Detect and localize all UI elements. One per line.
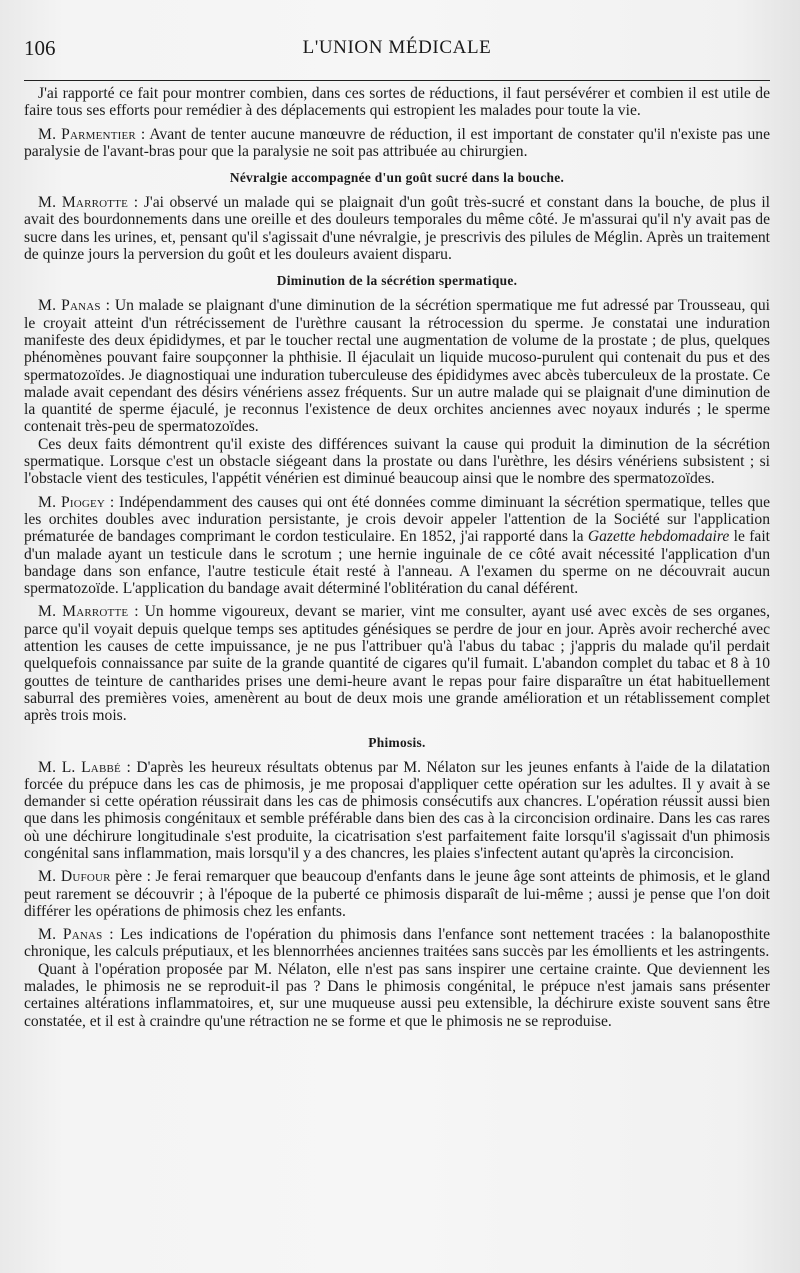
parmentier-paragraph — [24, 126, 770, 161]
article-body — [24, 85, 770, 1030]
panas2-paragraph — [24, 926, 770, 961]
intro-paragraph: J'ai rapporté ce fait pour montrer combien, dans ces sortes de réductions, il faut persévérer et combien il est utile de faire tous ses efforts pour remédier à des déplacements qui estropient les malades pour toute la vie. — [24, 85, 770, 120]
parmentier-text: Avant de tenter aucune manœuvre de réduction, il est important de constater qu'il n'existe pas une paralysie de l'avant-bras pour que la paralysie ne soit pas attribuée au chirurgien. — [24, 125, 771, 160]
page-header — [24, 30, 770, 58]
speaker-panas: M. Panas : — [38, 297, 111, 315]
dufour-text: Je ferai remarquer que beaucoup d'enfants dans le jeune âge sont atteints de phimosis, et le gland peut rarement se découvrir ; à l'époque de la puberté ce phimosis disparaît de lui-même ; aussi je pense que l'on doit différer les opérations de phimosis chez les enfants. — [24, 868, 770, 920]
marrotte2-paragraph — [24, 603, 770, 724]
section-heading-phimosis: Phimosis. — [368, 734, 426, 750]
speaker-marrotte: M. Marrotte : — [38, 194, 139, 212]
speaker-piogey: M. Piogey : — [38, 493, 115, 511]
speaker-parmentier: M. Parmentier : — [38, 125, 146, 143]
labbe-paragraph — [24, 759, 770, 863]
dufour-paragraph — [24, 868, 770, 920]
labbe-text: D'après les heureux résultats obtenus par M. Nélaton sur les jeunes enfants à l'aide de la dilatation forcée du prépuce dans les cas de phimosis, je me proposai d'appliquer cette opération sur les adultes. Il y avait à se demander si cette opération réussirait dans les cas de phimosis consécutifs aux chancres. L'opération réussit aussi bien que dans les phimosis congénitaux et semble préférable dans bien des cas à la circoncision ordinaire. Dans les cas rares où une déchirure longitudinale s'est produite, la cicatrisation s'est parfaitement faite lorsqu'il s'agissait d'un phimosis congénital sans inflammation, mais lorsqu'il y a des chancres, les plaies s'infectent autant qu'après la circoncision. — [24, 758, 770, 862]
piogey-text-2: le fait d'un malade ayant un testicule dans le scrotum ; une hernie inguinale de ce côté avait nécessité l'application d'un bandage dans son enfance, l'autre testicule était resté à l'anneau. A l'examen du sperme on ne découvrait aucun spermatozoïde. L'application du bandage avait déterminé l'oblitération du canal déférent. — [24, 528, 770, 598]
speaker-marrotte-2: M. Marrotte : — [38, 603, 139, 621]
piogey-text-1: Indépendamment des causes qui ont été données comme diminuant la sécrétion spermatique, telles que les orchites doubles avec induration persistante, je crois devoir appeler l'attention de la Société sur l'application prématurée de bandages comprimant le cordon testiculaire. En 1852, j'ai rapporté dans la — [24, 493, 770, 546]
header-rule — [24, 80, 770, 81]
marrotte1-paragraph — [24, 194, 770, 263]
section-heading-nevralgie: Névralgie accompagnée d'un goût sucré dans la bouche. — [229, 170, 565, 186]
piogey-paragraph — [24, 494, 770, 598]
speaker-labbe: M. L. Labbé : — [38, 758, 132, 776]
marrotte2-text: Un homme vigoureux, devant se marier, vint me consulter, ayant usé avec excès de ses organes, parce qu'il voyait depuis quelque temps ses aptitudes génésiques se perdre de jour en jour. Après avoir recherché avec attention les causes de cette impuissance, je ne pus l'attribuer qu'à l'abus du tabac ; j'appris du malade qu'il perdait quelquefois connaissance par suite de la grande quantité de cigares qu'il fumait. L'abandon complet du tabac et 8 à 10 gouttes de teinture de cantharides prises une demi-heure avant le repas pour faire disparaître un état habituellement saburral des premières voies, amenèrent au bout de deux mois une grande amélioration et un rétablissement complet après trois mois. — [24, 603, 770, 725]
journal-title: Gazette hebdomadaire — [587, 528, 730, 546]
page-number: 106 — [24, 36, 56, 60]
panas1-paragraph — [24, 297, 770, 435]
panas1-text: Un malade se plaignant d'une diminution de la sécrétion spermatique me fut adressé par Trousseau, qui le croyait atteint d'un rétrécissement de l'urèthre causant la rétrocession du sperme. Je constatai une induration manifeste des deux épididymes, et par le toucher rectal une augmentation de volume de la prostate ; de plus, quelques phénomènes pouvant faire soupçonner la phthisie. Il éjaculait un liquide mucoso-purulent qui contenait du pus et des spermatozoïdes. Je diagnostiquai une induration tuberculeuse des épididymes avec abcès tuberculeux de la prostate. Ce malade avait cependant des désirs vénériens assez fréquents. Sur un autre malade qui se plaignait d'une diminution de la quantité de sperme éjaculé, je reconnus l'existence de deux orchites anciennes avec noyaux indurés ; le sperme contenait très-peu de spermatozoïdes. — [24, 297, 770, 436]
running-title: L'UNION MÉDICALE — [302, 37, 492, 58]
marrotte1-text: J'ai observé un malade qui se plaignait d'un goût très-sucré et constant dans la bouche, de plus il avait des bourdonnements dans une oreille et des douleurs temporales du même côté. Je m'assurai qu'il n'y avait pas de sucre dans les urines, et, pensant qu'il s'agissait d'une névralgie, je prescrivis des pilules de Méglin. Après un traitement de quinze jours la perversion du goût et les douleurs avaient disparu. — [24, 194, 771, 264]
speaker-panas-2: M. Panas : — [38, 926, 114, 944]
section-heading-diminution: Diminution de la sécrétion spermatique. — [276, 273, 518, 289]
panas2-text: Les indications de l'opération du phimosis dans l'enfance sont nettement tracées : la balanoposthite chronique, les calculs préputiaux, et les blennorrhées anciennes traitées sans succès par les émollients et les astringents. — [24, 926, 770, 961]
speaker-dufour: M. Dufour — [38, 868, 111, 886]
panas2-paragraph-2: Quant à l'opération proposée par M. Nélaton, elle n'est pas sans inspirer une certaine crainte. Que deviennent les malades, le phimosis ne se reproduit-il pas ? Dans le phimosis congénital, le prépuce n'est jamais sans présenter certaines altérations inflammatoires, et, sur une muqueuse aussi peu extensible, la déchirure existe souvent sans être constatée, et il est à craindre qu'une rétraction ne se forme et que le phimosis ne se reproduise. — [24, 960, 770, 1030]
speaker-dufour-suffix: père : — [115, 868, 151, 886]
panas1-paragraph-2: Ces deux faits démontrent qu'il existe des différences suivant la cause qui produit la diminution de la sécrétion spermatique. Lorsque c'est un obstacle siégeant dans la prostate ou dans l'urèthre, les désirs vénériens subsistent ; si l'obstacle vient des testicules, l'appétit vénérien est diminué beaucoup ainsi que le nombre des spermatozoïdes. — [24, 435, 770, 488]
